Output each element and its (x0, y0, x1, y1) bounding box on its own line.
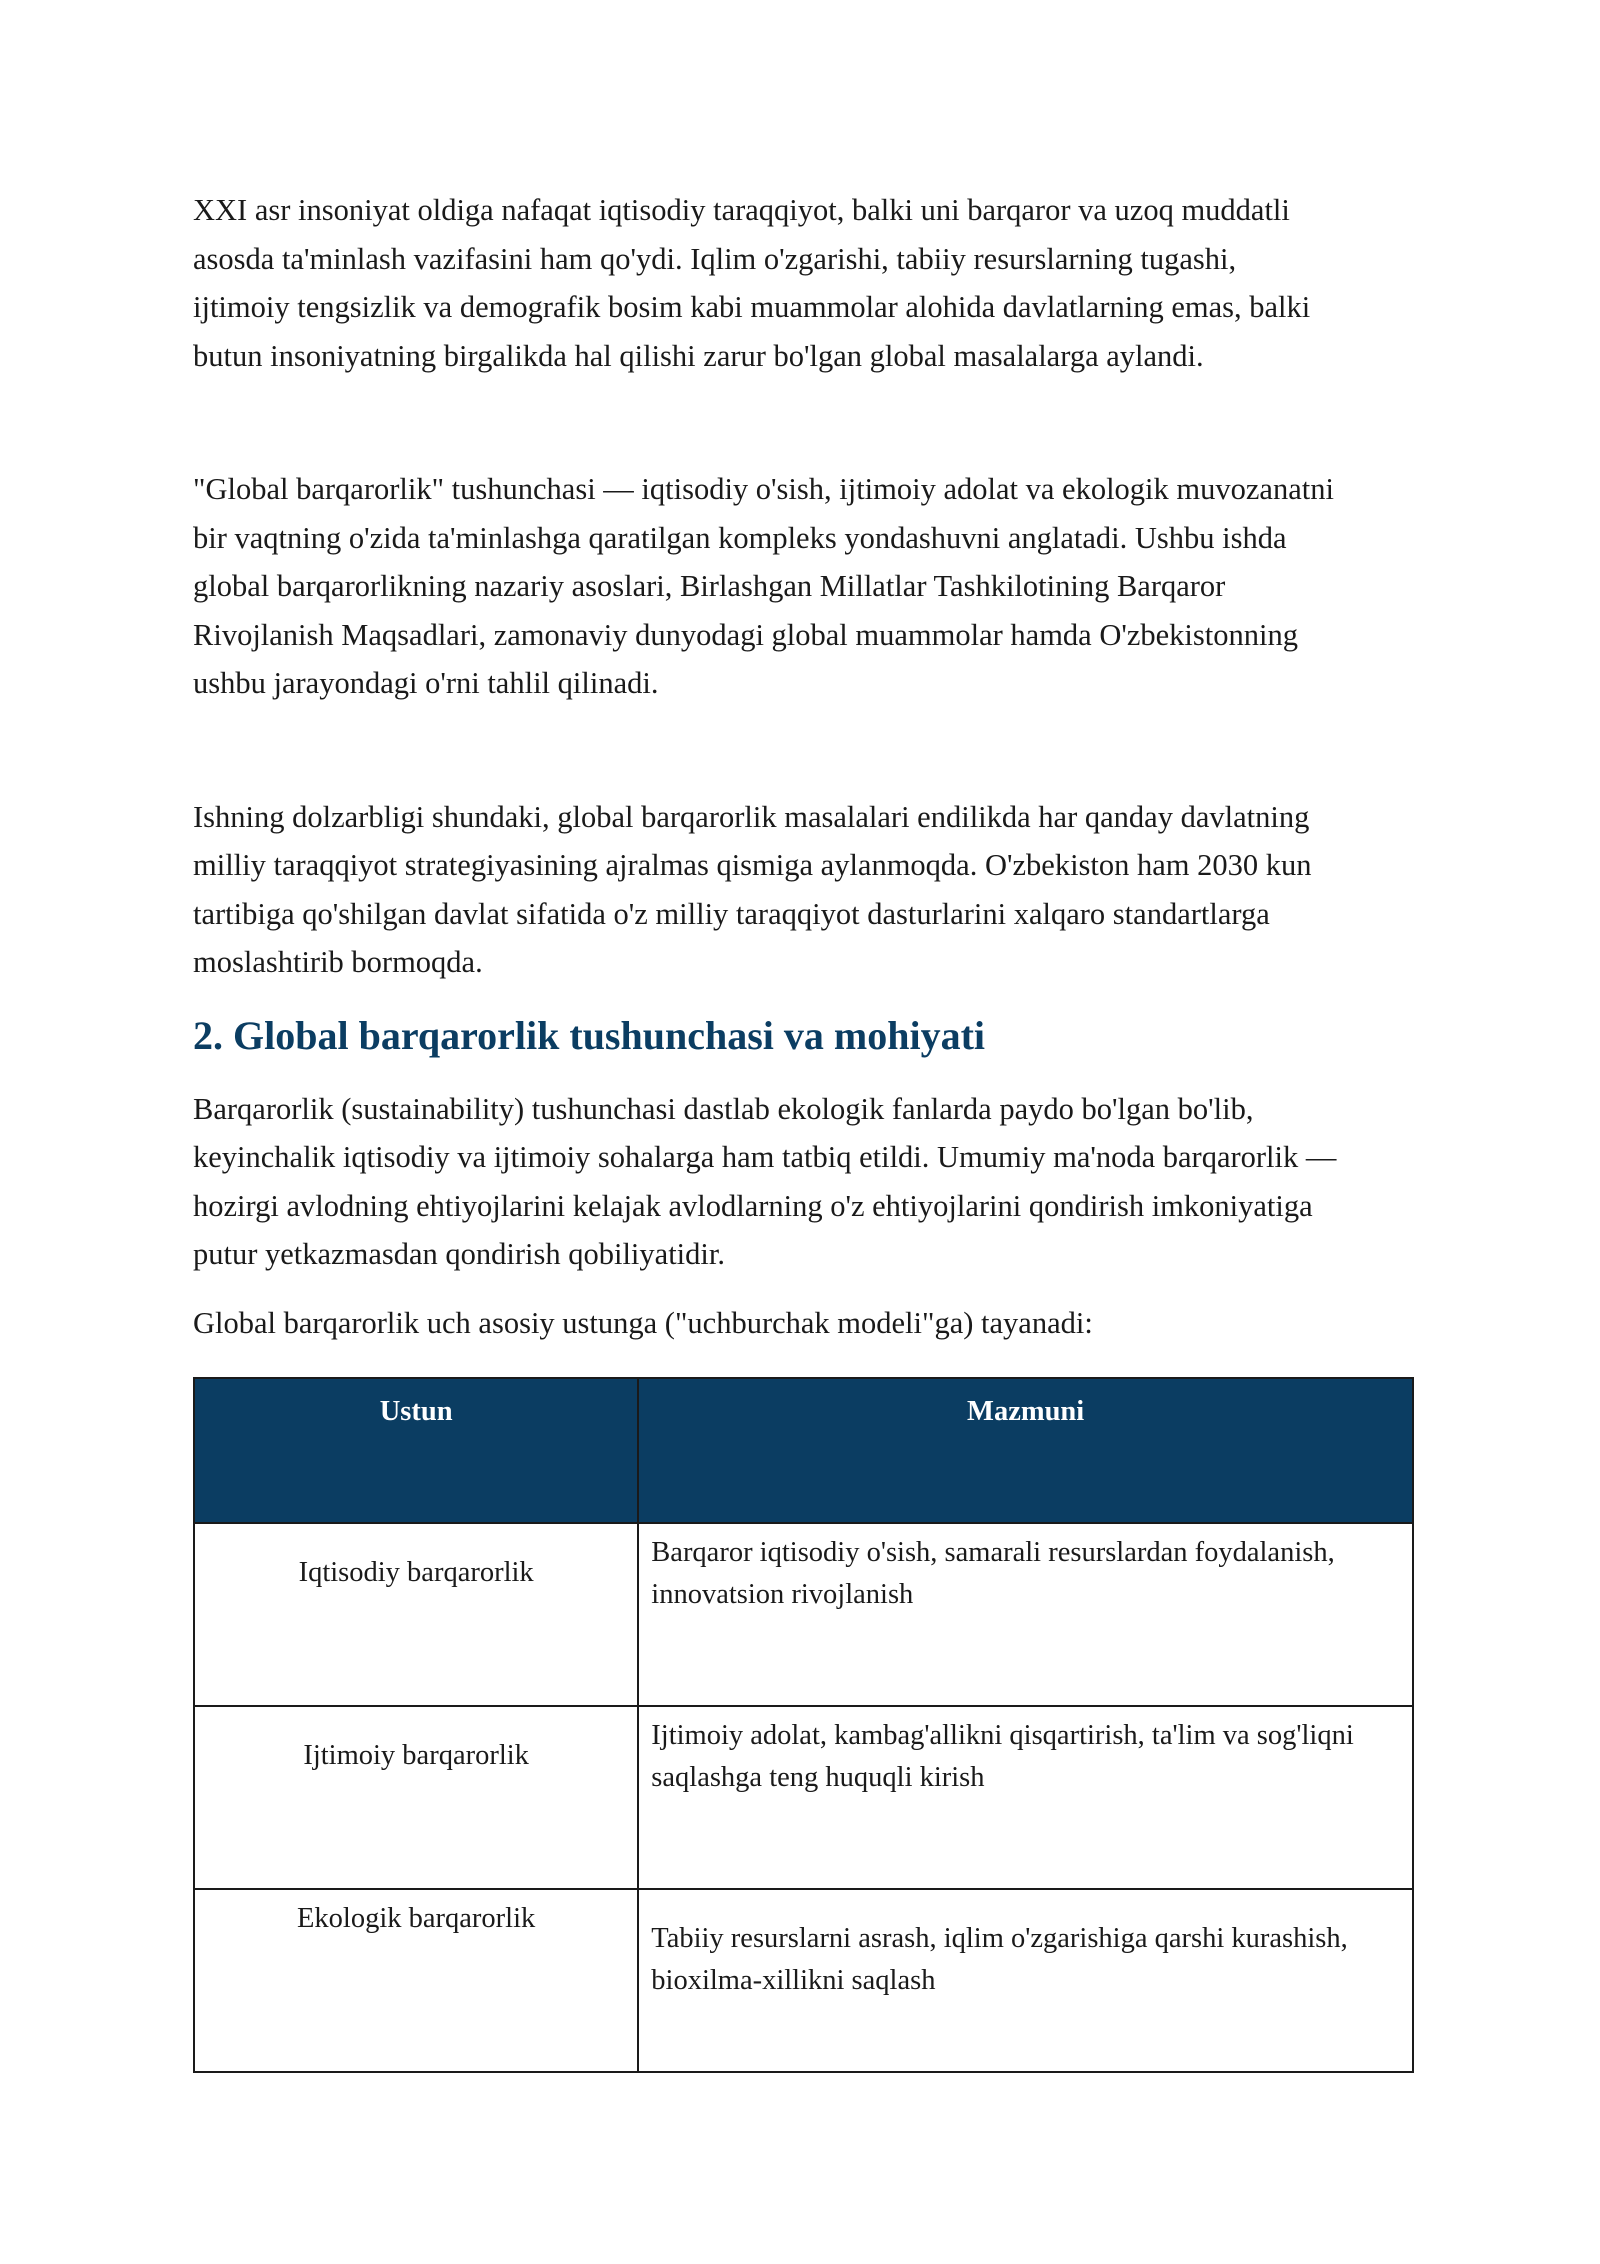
section-body-paragraph: Barqarorlik (sustainability) tushunchasi dastlab ekologik fanlarda paydo bo'lgan bo'lib, keyinchalik iqtisodiy va ijtimoiy sohalarga ham tatbiq etildi. Umumiy ma'noda barqarorlik — hozirgi avlodning ehtiyojlarini kelajak avlodlarning o'z ehtiyojlarini qondirish imkoniyatiga putur yetkazmasdan qondirish qobiliyatidir. (193, 1091, 1337, 1271)
intro-paragraph-1: XXI asr insoniyat oldiga nafaqat iqtisodiy taraqqiyot, balki uni barqaror va uzoq muddatli asosda ta'minlash vazifasini ham qo'ydi. Iqlim o'zgarishi, tabiiy resurslarning tugashi, ijtimoiy tengsizlik va demografik bosim kabi muammolar alohida davlatlarning emas, balki butun insoniyatning birgalikda hal qilishi zarur bo'lgan global masalalarga aylandi. (193, 193, 1311, 373)
pillar-content-text: Ijtimoiy adolat, kambag'allikni qisqartirish, ta'lim va sog'liqni saqlashga teng huquqli kirish (651, 1720, 1354, 1793)
section-heading: 2. Global barqarorlik tushunchasi va mohiyati (193, 1012, 986, 1058)
table-row (194, 1889, 1413, 2072)
table-intro-paragraph: Global barqarorlik uch asosiy ustunga ("uchburchak modeli"ga) tayanadi: (193, 1305, 1093, 1340)
pillar-name-cell: Ijtimoiy barqarorlik (194, 1706, 638, 1889)
table-header-row (194, 1378, 1413, 1523)
pillars-table (193, 1377, 1414, 2073)
table-row (194, 1523, 1413, 1706)
intro-paragraph-3: Ishning dolzarbligi shundaki, global barqarorlik masalalari endilikda har qanday davlatning milliy taraqqiyot strategiyasining ajralmas qismiga aylanmoqda. O'zbekiston ham 2030 kun tartibiga qo'shilgan davlat sifatida o'z milliy taraqqiyot dasturlarini xalqaro standartlarga moslashtirib bormoqda. (193, 799, 1312, 979)
pillar-content-text: Tabiiy resurslarni asrash, iqlim o'zgarishiga qarshi kurashish, bioxilma-xillikni saqlash (651, 1923, 1348, 1996)
pillar-name-cell: Ekologik barqarorlik (194, 1889, 638, 2072)
pillar-content-cell (638, 1706, 1413, 1889)
pillar-content-cell (638, 1523, 1413, 1706)
pillar-content-cell (638, 1889, 1413, 2072)
document-page (193, 186, 1423, 2073)
pillar-name-cell: Iqtisodiy barqarorlik (194, 1523, 638, 1706)
table-header-cell: Ustun (194, 1378, 638, 1523)
table-header-cell: Mazmuni (638, 1378, 1413, 1523)
table-row (194, 1706, 1413, 1889)
intro-paragraph-2: "Global barqarorlik" tushunchasi — iqtisodiy o'sish, ijtimoiy adolat va ekologik muvozanatni bir vaqtning o'zida ta'minlashga qaratilgan kompleks yondashuvni anglatadi. Ushbu ishda global barqarorlikning nazariy asoslari, Birlashgan Millatlar Tashkilotining Barqaror Rivojlanish Maqsadlari, zamonaviy dunyodagi global muammolar hamda O'zbekistonning ushbu jarayondagi o'rni tahlil qilinadi. (193, 472, 1334, 700)
pillar-content-text: Barqaror iqtisodiy o'sish, samarali resurslardan foydalanish, innovatsion rivojlanish (651, 1537, 1335, 1610)
